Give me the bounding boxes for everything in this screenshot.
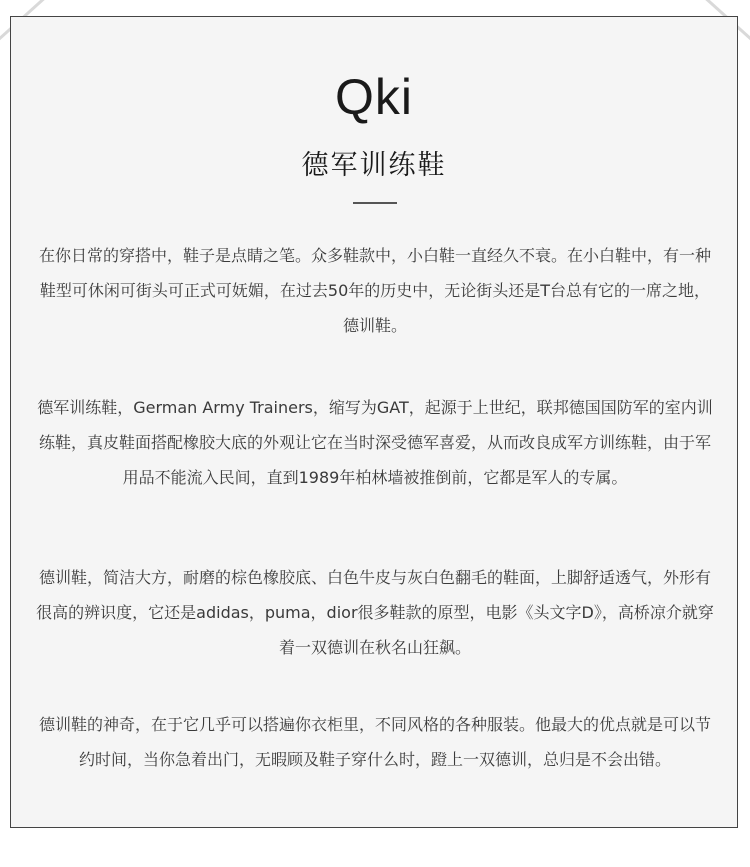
- brand-logo-text: Qki: [335, 69, 413, 125]
- paragraph-history: 德军训练鞋，German Army Trainers，缩写为GAT，起源于上世纪，联邦德国国防军的室内训练鞋，真皮鞋面搭配橡胶大底的外观让它在当时深受德军喜爱，从而改良成军方训练鞋，由于军用品不能流入民间，直到1989年柏林墙被推倒前，它都是军人的专属。: [37, 398, 713, 487]
- paragraph-versatility: 德训鞋的神奇，在于它几乎可以搭遍你衣柜里，不同风格的各种服装。他最大的优点就是可以节约时间，当你急着出门，无暇顾及鞋子穿什么时，蹬上一双德训，总归是不会出错。: [38, 715, 711, 769]
- page-title: 德军训练鞋: [301, 150, 447, 181]
- paragraph-features: 德训鞋，简洁大方，耐磨的棕色橡胶底、白色牛皮与灰白色翻毛的鞋面，上脚舒适透气，外形有很高的辨识度，它还是adidas，puma，dior很多鞋款的原型，电影《头文字D》，高桥凉介就穿着一双德训在秋名山狂飙。: [36, 568, 714, 657]
- content-card: [10, 16, 738, 828]
- title-divider: [353, 202, 397, 204]
- paragraph-intro: 在你日常的穿搭中，鞋子是点睛之笔。众多鞋款中，小白鞋一直经久不衰。在小白鞋中，有一种鞋型可休闲可街头可正式可妩媚，在过去50年的历史中，无论街头还是T台总有它的一席之地，德训鞋。: [38, 246, 711, 335]
